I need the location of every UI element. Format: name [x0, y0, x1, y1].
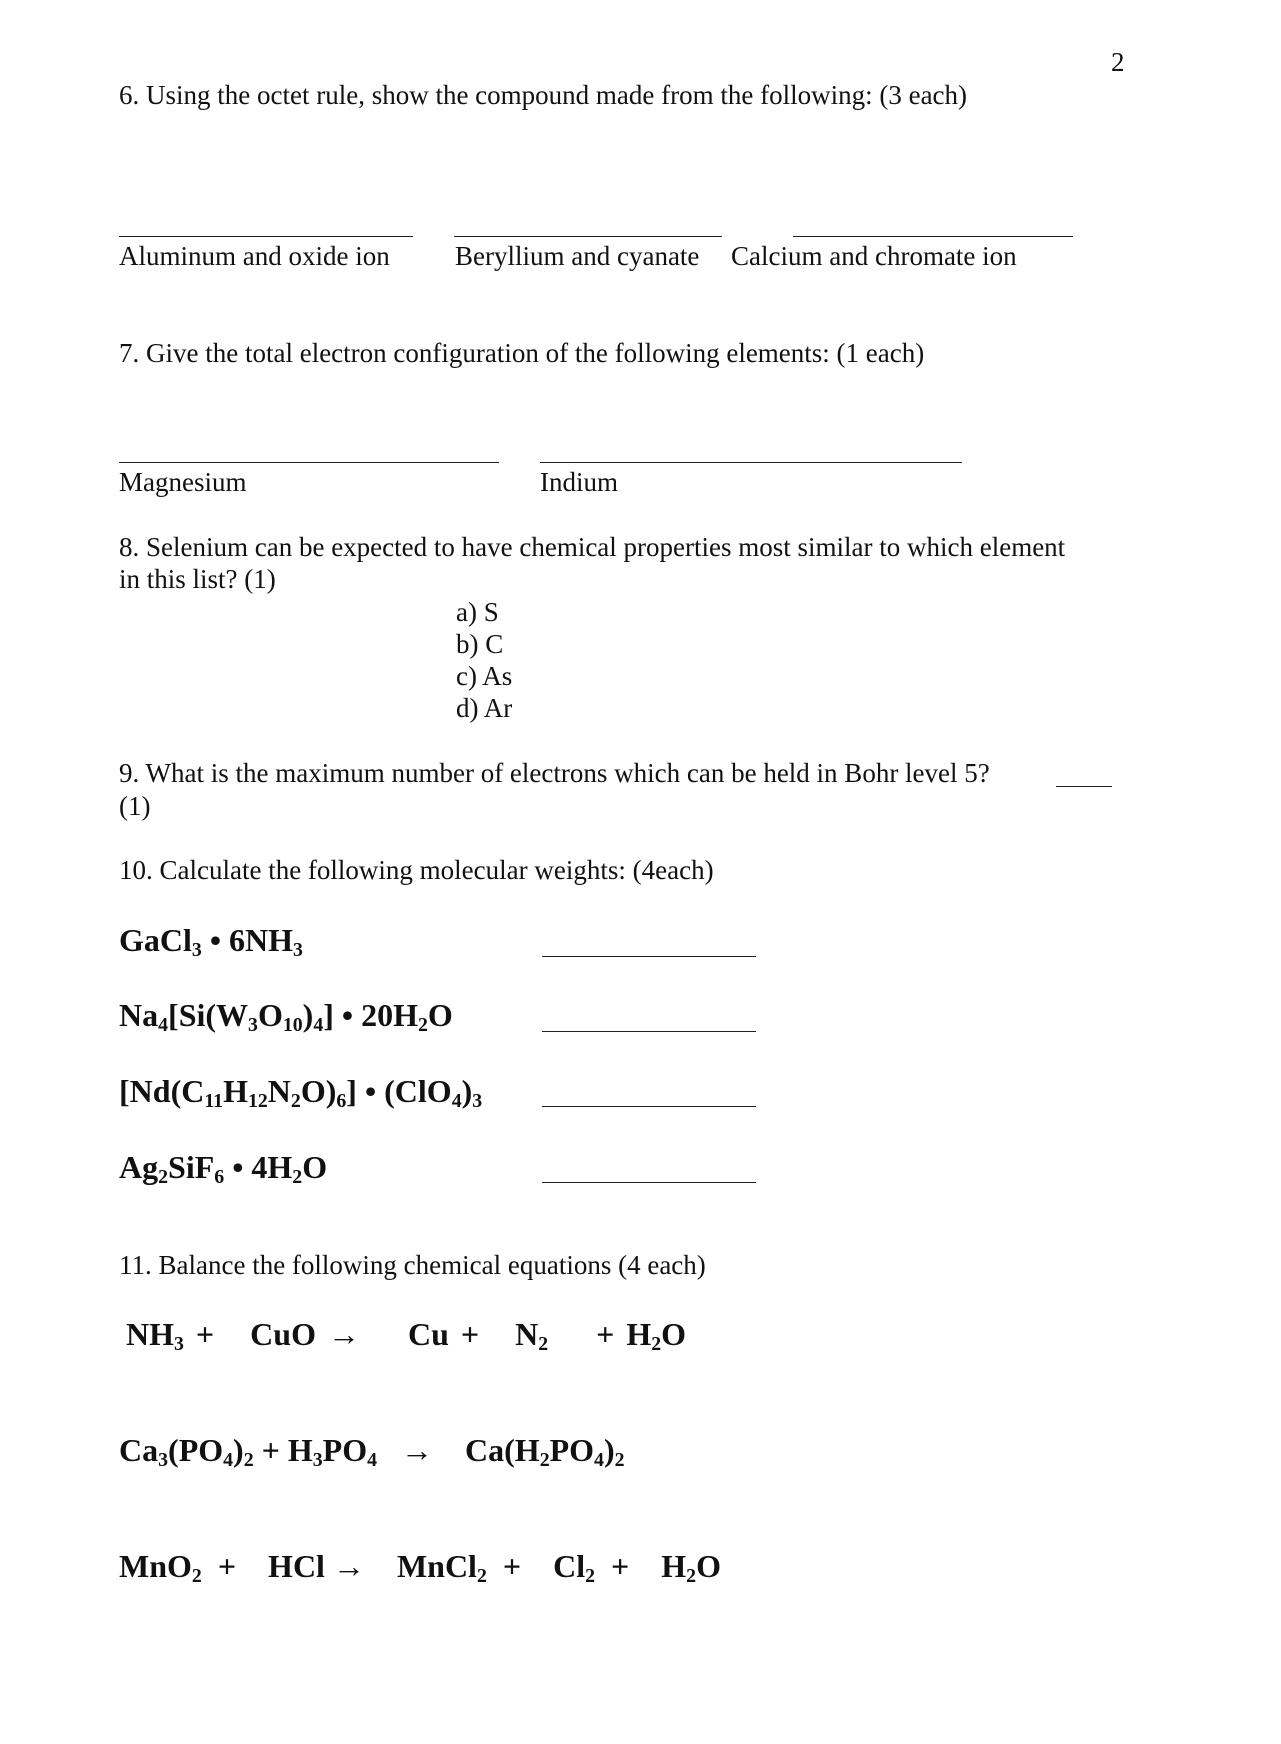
formula-neodymium-complex: $[Nd(C_{11}H_{12}N_2O)_6]$ • $(ClO_4)_3$ [119, 1073, 483, 1112]
answer-line-10b[interactable] [542, 1031, 756, 1032]
answer-line-9[interactable] [1056, 786, 1112, 787]
formula-gacl3-6nh3: GaCl$_3$ • $6NH_3$ [119, 922, 303, 961]
question-11-prompt: 11. Balance the following chemical equations (4 each) [119, 1250, 706, 1280]
option-c[interactable]: c) As [456, 661, 513, 691]
question-9-prompt-line2: (1) [119, 791, 151, 821]
formula-sodium-silicotungstate: $Na_4[Si(W_3O_{10})_4]$ • $20H_2O$ [119, 997, 453, 1036]
label-magnesium: Magnesium [119, 467, 247, 497]
question-6-prompt: 6. Using the octet rule, show the compound made from the following: (3 each) [119, 80, 968, 110]
question-7-prompt: 7. Give the total electron configuration of the following elements: (1 each) [119, 338, 925, 368]
label-beryllium-cyanate: Beryllium and cyanate [455, 241, 700, 271]
question-10-prompt: 10. Calculate the following molecular weights: (4each) [119, 855, 714, 885]
label-indium: Indium [540, 467, 618, 497]
option-a[interactable]: a) S [456, 597, 499, 627]
equation-ammonia-copper-oxide: $NH_3$ + CuO → $Cu + N_2$ + $H_2O$ [126, 1316, 687, 1355]
answer-line-6a[interactable] [119, 236, 413, 237]
answer-line-10c[interactable] [542, 1106, 756, 1107]
page-number: 2 [1111, 47, 1125, 77]
answer-line-6b[interactable] [454, 236, 722, 237]
answer-line-7b[interactable] [540, 462, 962, 463]
question-8-prompt-line1: 8. Selenium can be expected to have chemical properties most similar to which element [119, 532, 1066, 562]
equation-manganese-dioxide: MnO$_2$ + HCl → MnCl$_2$ + $Cl_2$ + $H_2O$ [119, 1548, 721, 1587]
label-aluminum-oxide: Aluminum and oxide ion [119, 241, 390, 271]
answer-line-10a[interactable] [542, 956, 756, 957]
equation-calcium-phosphate: $Ca_3(PO_4)_2 + H_3PO_4$ → $Ca(H_2PO_4)_2$ [119, 1432, 625, 1471]
option-d[interactable]: d) Ar [456, 693, 513, 723]
label-calcium-chromate: Calcium and chromate ion [731, 241, 1017, 271]
formula-ag2sif6-4h2o: $Ag_2SiF_6$ • $4H_2O$ [119, 1149, 328, 1188]
answer-line-10d[interactable] [542, 1182, 756, 1183]
answer-line-7a[interactable] [119, 462, 499, 463]
answer-line-6c[interactable] [793, 236, 1073, 237]
question-9-prompt-line1: 9. What is the maximum number of electrons which can be held in Bohr level 5? [119, 758, 990, 788]
question-8-prompt-line2: in this list? (1) [119, 564, 276, 594]
option-b[interactable]: b) C [456, 629, 504, 659]
